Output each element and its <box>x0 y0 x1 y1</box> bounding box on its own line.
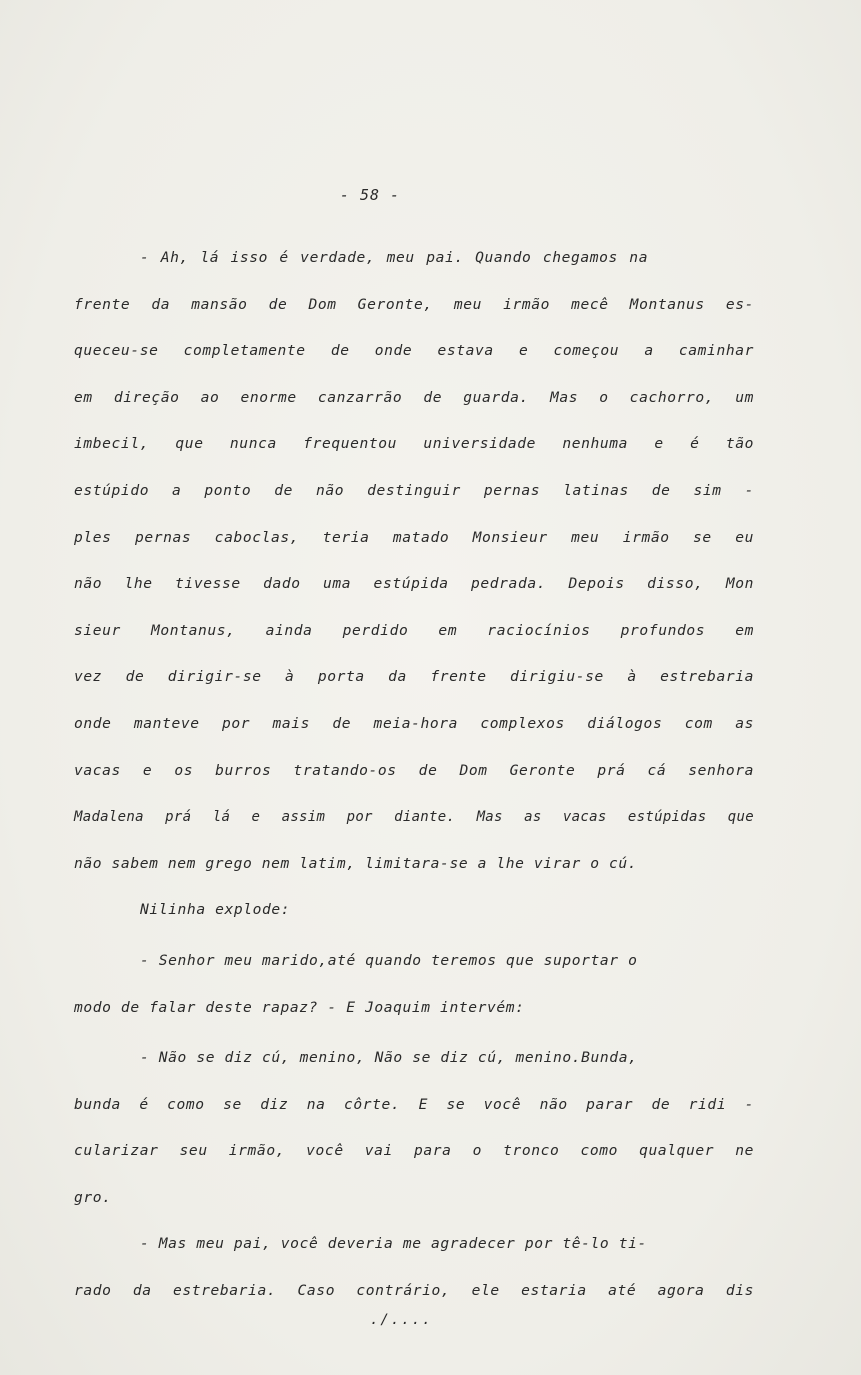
text-line: - Senhor meu marido,até quando teremos que suportar o <box>140 951 638 969</box>
body-text <box>74 244 754 1324</box>
text-line: frente da mansão de Dom Geronte, meu irmão mecê Montanus es- <box>74 295 754 313</box>
text-line: onde manteve por mais de meia-hora complexos diálogos com as <box>74 714 754 732</box>
text-line: vacas e os burros tratando-os de Dom Geronte prá cá senhora <box>74 761 754 779</box>
page-number: - 58 - <box>339 186 401 204</box>
text-line: bunda é como se diz na côrte. E se você não parar de ridi - <box>74 1095 754 1113</box>
continuation-mark: ./.... <box>370 1312 433 1328</box>
text-line: Madalena prá lá e assim por diante. Mas as vacas estúpidas que <box>74 809 754 826</box>
text-line: não sabem nem grego nem latim, limitara-se a lhe virar o cú. <box>74 854 638 872</box>
text-line: não lhe tivesse dado uma estúpida pedrada. Depois disso, Mon <box>74 575 754 593</box>
text-line: ples pernas caboclas, teria matado Monsieur meu irmão se eu <box>74 528 754 546</box>
text-line: imbecil, que nunca frequentou universidade nenhuma e é tão <box>74 435 754 453</box>
text-line: - Ah, lá isso é verdade, meu pai. Quando chegamos na <box>140 249 649 266</box>
text-line: rado da estrebaria. Caso contrário, ele estaria até agora dis <box>74 1282 754 1300</box>
text-line: gro. <box>74 1188 112 1206</box>
text-line: em direção ao enorme canzarrão de guarda. Mas o cachorro, um <box>74 388 754 406</box>
text-line: vez de dirigir-se à porta da frente dirigiu-se à estrebaria <box>74 668 754 686</box>
text-line: Nilinha explode: <box>140 901 291 919</box>
text-line: - Mas meu pai, você deveria me agradecer por tê-lo ti- <box>140 1235 647 1253</box>
text-line: estúpido a ponto de não destinguir pernas latinas de sim - <box>74 481 754 499</box>
text-line: cularizar seu irmão, você vai para o tronco como qualquer ne <box>74 1142 754 1160</box>
text-line: - Não se diz cú, menino, Não se diz cú, menino.Bunda, <box>140 1049 638 1067</box>
text-line: queceu-se completamente de onde estava e começou a caminhar <box>74 342 754 360</box>
text-line: sieur Montanus, ainda perdido em raciocínios profundos em <box>74 621 754 639</box>
text-line: modo de falar deste rapaz? - E Joaquim intervém: <box>74 998 525 1016</box>
